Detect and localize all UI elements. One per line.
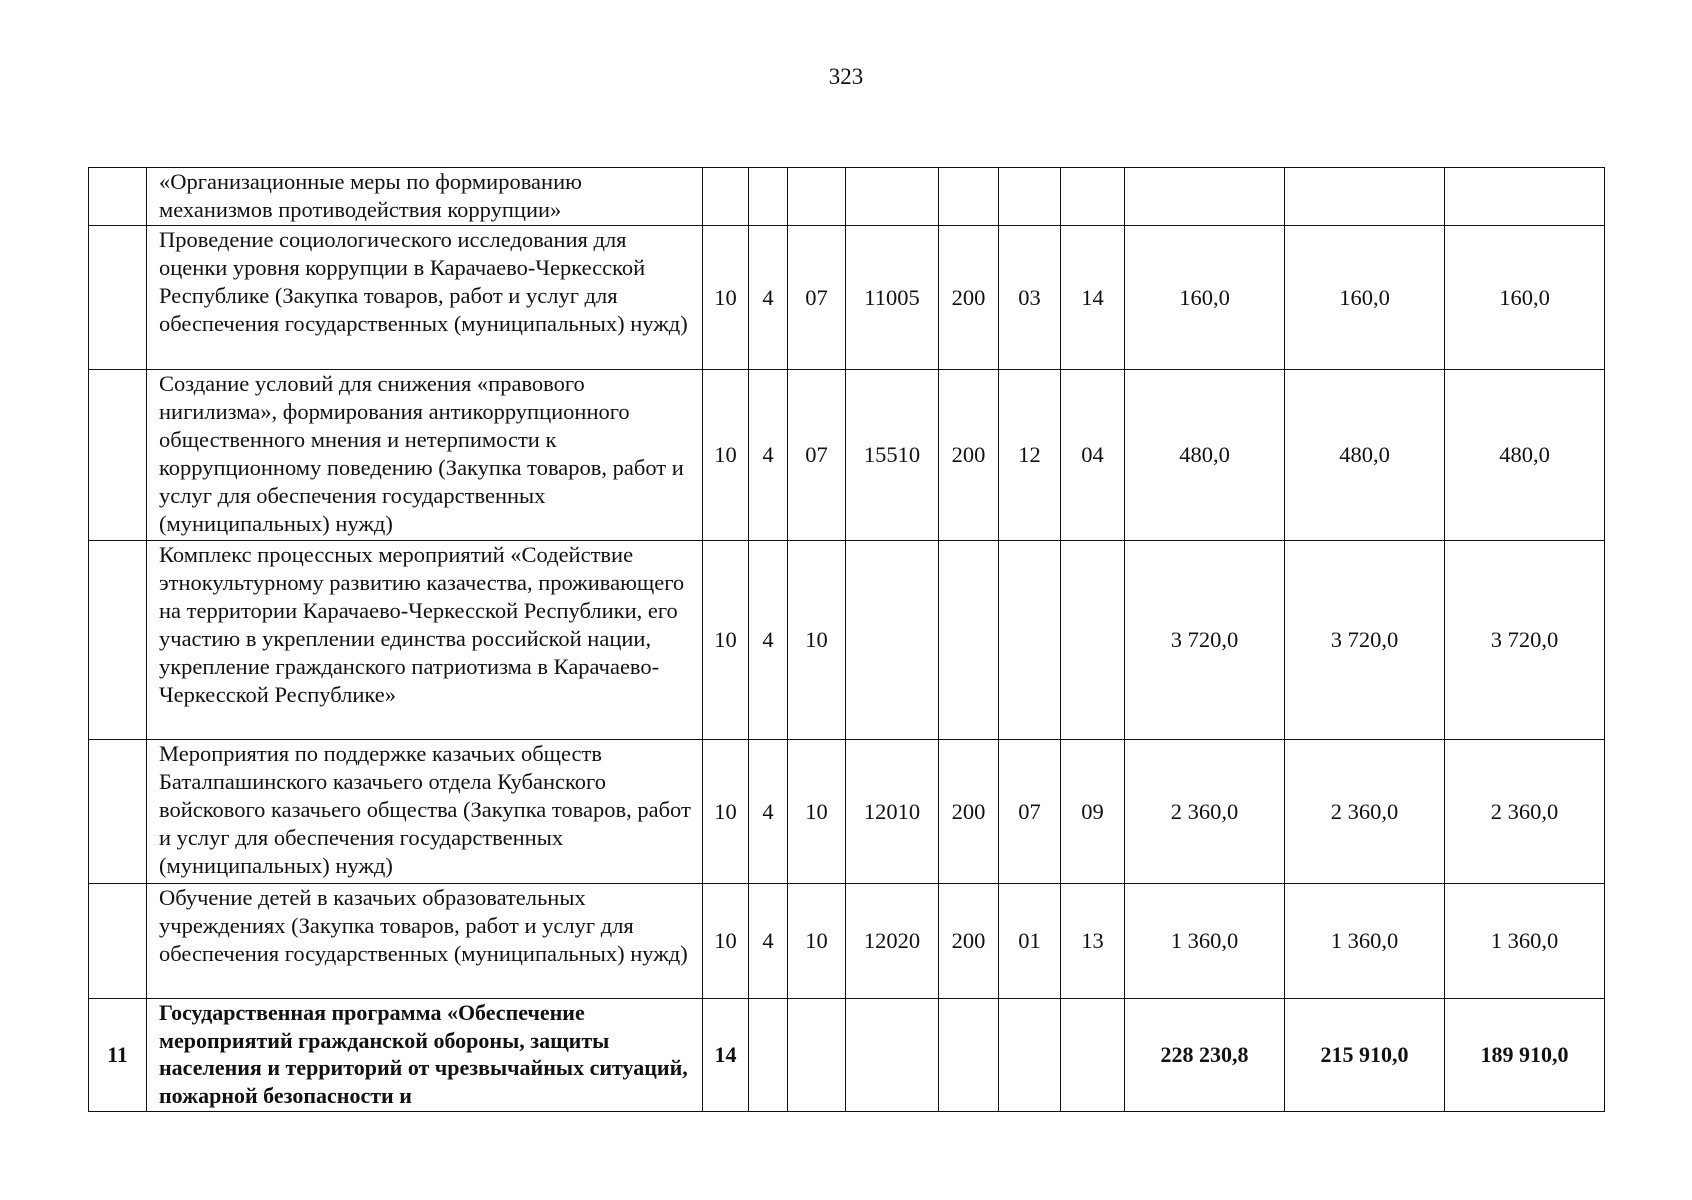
row-description: Государственная программа «Обеспечение мероприятий гражданской обороны, защиты населения и территорий от чрезвычайных ситуаций, пожарной безопасности и [147, 999, 703, 1112]
code-cell: 10 [703, 541, 749, 740]
amount-cell: 2 360,0 [1445, 740, 1605, 884]
code-cell [788, 168, 846, 226]
code-cell [846, 541, 939, 740]
code-cell [939, 541, 999, 740]
code-cell: 04 [1061, 370, 1125, 541]
table-row [89, 370, 1605, 541]
row-description: Проведение социологического исследования для оценки уровня коррупции в Карачаево-Черкесской Республике (Закупка товаров, работ и услуг для обеспечения государственных (муниципальных) нужд) [147, 226, 703, 370]
budget-table [88, 167, 1605, 1112]
amount-cell: 480,0 [1125, 370, 1285, 541]
code-cell: 4 [749, 541, 788, 740]
code-cell: 07 [999, 740, 1061, 884]
code-cell: 10 [703, 740, 749, 884]
code-cell [939, 999, 999, 1112]
code-cell [749, 168, 788, 226]
code-cell: 07 [788, 370, 846, 541]
code-cell: 11005 [846, 226, 939, 370]
code-cell: 07 [788, 226, 846, 370]
row-number [89, 370, 147, 541]
amount-cell: 160,0 [1125, 226, 1285, 370]
code-cell: 4 [749, 740, 788, 884]
amount-cell: 189 910,0 [1445, 999, 1605, 1112]
code-cell: 10 [703, 226, 749, 370]
code-cell [846, 999, 939, 1112]
amount-cell: 480,0 [1285, 370, 1445, 541]
row-number [89, 168, 147, 226]
row-description: Мероприятия по поддержке казачьих обществ Баталпашинского казачьего отдела Кубанского войскового казачьего общества (Закупка товаров, работ и услуг для обеспечения государственных (муниципальных) нужд) [147, 740, 703, 884]
code-cell [1061, 168, 1125, 226]
code-cell: 12 [999, 370, 1061, 541]
code-cell [1061, 541, 1125, 740]
code-cell: 09 [1061, 740, 1125, 884]
row-number: 11 [89, 999, 147, 1112]
code-cell: 12010 [846, 740, 939, 884]
table-row [89, 226, 1605, 370]
table-row [89, 541, 1605, 740]
amount-cell [1285, 168, 1445, 226]
code-cell: 10 [703, 370, 749, 541]
amount-cell: 3 720,0 [1125, 541, 1285, 740]
row-description: Обучение детей в казачьих образовательных учреждениях (Закупка товаров, работ и услуг для обеспечения государственных (муниципальных) нужд) [147, 884, 703, 999]
code-cell: 4 [749, 884, 788, 999]
row-description: Комплекс процессных мероприятий «Содействие этнокультурному развитию казачества, проживающего на территории Карачаево-Черкесской Республики, его участию в укреплении единства российской нации, укрепление гражданского патриотизма в Карачаево-Черкесской Республике» [147, 541, 703, 740]
page-number: 323 [828, 64, 864, 89]
table-row [89, 168, 1605, 226]
code-cell: 10 [788, 740, 846, 884]
code-cell [999, 168, 1061, 226]
code-cell: 13 [1061, 884, 1125, 999]
amount-cell: 3 720,0 [1285, 541, 1445, 740]
amount-cell: 3 720,0 [1445, 541, 1605, 740]
amount-cell: 2 360,0 [1125, 740, 1285, 884]
amount-cell: 1 360,0 [1445, 884, 1605, 999]
code-cell: 200 [939, 740, 999, 884]
code-cell [999, 999, 1061, 1112]
code-cell: 12020 [846, 884, 939, 999]
code-cell: 200 [939, 884, 999, 999]
row-number [89, 541, 147, 740]
amount-cell: 215 910,0 [1285, 999, 1445, 1112]
code-cell [788, 999, 846, 1112]
amount-cell [1125, 168, 1285, 226]
amount-cell: 1 360,0 [1125, 884, 1285, 999]
code-cell: 4 [749, 226, 788, 370]
amount-cell: 1 360,0 [1285, 884, 1445, 999]
code-cell [703, 168, 749, 226]
code-cell: 15510 [846, 370, 939, 541]
amount-cell: 228 230,8 [1125, 999, 1285, 1112]
amount-cell: 480,0 [1445, 370, 1605, 541]
row-number [89, 226, 147, 370]
code-cell: 10 [788, 541, 846, 740]
table-row [89, 884, 1605, 999]
code-cell: 4 [749, 370, 788, 541]
code-cell [846, 168, 939, 226]
code-cell: 14 [1061, 226, 1125, 370]
code-cell [999, 541, 1061, 740]
code-cell: 03 [999, 226, 1061, 370]
code-cell: 200 [939, 370, 999, 541]
amount-cell [1445, 168, 1605, 226]
row-number [89, 884, 147, 999]
row-description: «Организационные меры по формированию механизмов противодействия коррупции» [147, 168, 703, 226]
table-row [89, 740, 1605, 884]
code-cell: 200 [939, 226, 999, 370]
code-cell: 14 [703, 999, 749, 1112]
amount-cell: 160,0 [1285, 226, 1445, 370]
table-row-program [89, 999, 1605, 1112]
code-cell [1061, 999, 1125, 1112]
code-cell: 01 [999, 884, 1061, 999]
code-cell [939, 168, 999, 226]
row-number [89, 740, 147, 884]
code-cell: 10 [703, 884, 749, 999]
code-cell [749, 999, 788, 1112]
code-cell: 10 [788, 884, 846, 999]
amount-cell: 160,0 [1445, 226, 1605, 370]
amount-cell: 2 360,0 [1285, 740, 1445, 884]
row-description: Создание условий для снижения «правового нигилизма», формирования антикоррупционного общественного мнения и нетерпимости к коррупционному поведению (Закупка товаров, работ и услуг для обеспечения государственных (муниципальных) нужд) [147, 370, 703, 541]
